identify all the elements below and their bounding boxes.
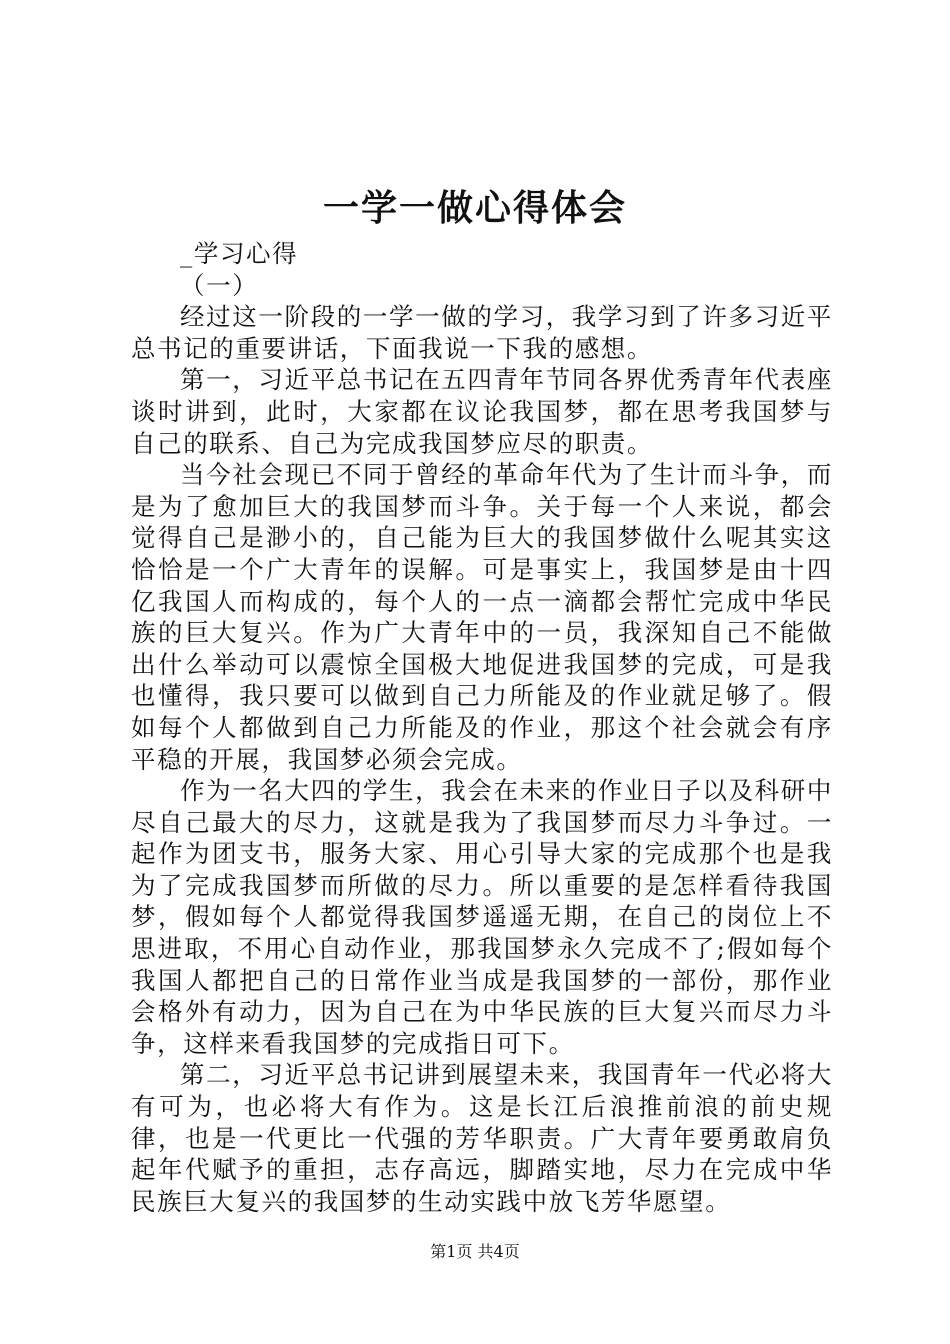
paragraph: 作为一名大四的学生，我会在未来的作业日子以及科研中尽自己最大的尽力，这就是我为了我国梦而尽力斗争过。一起作为团支书，服务大家、用心引导大家的完成那个也是我为了完成我国梦而所做的尽力。所以重要的是怎样看待我国梦，假如每个人都觉得我国梦遥遥无期，在自己的岗位上不思进取，不用心自动作业，那我国梦永久完成不了;假如每个我国人都把自己的日常作业当成是我国梦的一部份，那作业会格外有动力，因为自己在为中华民族的巨大复兴而尽力斗争，这样来看我国梦的完成指日可下。 (131, 776, 833, 1058)
paragraph: 第二，习近平总书记讲到展望未来，我国青年一代必将大有可为，也必将大有作为。这是长江后浪推前浪的前史规律，也是一代更比一代强的芳华职责。广大青年要勇敢肩负起年代赋予的重担，志存高远，脚踏实地，尽力在完成中华民族巨大复兴的我国梦的生动实践中放飞芳华愿望。 (131, 1060, 833, 1216)
paragraph: 当今社会现已不同于曾经的革命年代为了生计而斗争，而是为了愈加巨大的我国梦而斗争。关于每一个人来说，都会觉得自己是渺小的，自己能为巨大的我国梦做什么呢其实这恰恰是一个广大青年的误解。可是事实上，我国梦是由十四亿我国人而构成的，每个人的一点一滴都会帮忙完成中华民族的巨大复兴。作为广大青年中的一员，我深知自己不能做出什么举动可以震惊全国极大地促进我国梦的完成，可是我也懂得，我只要可以做到自己力所能及的作业就足够了。假如每个人都做到自己力所能及的作业，那这个社会就会有序平稳的开展，我国梦必须会完成。 (131, 460, 833, 774)
section-number: （一） (180, 270, 259, 300)
document-body (131, 238, 833, 1217)
paragraph: 第一，习近平总书记在五四青年节同各界优秀青年代表座谈时讲到，此时，大家都在议论我国梦，都在思考我国梦与自己的联系、自己为完成我国梦应尽的职责。 (131, 365, 833, 458)
document-subheading: _学习心得 (180, 239, 299, 268)
paragraph: 经过这一阶段的一学一做的学习，我学习到了许多习近平总书记的重要讲话，下面我说一下我的感想。 (131, 302, 833, 363)
document-title: 一学一做心得体会 (322, 187, 627, 229)
page-footer: 第1页 共4页 (430, 1242, 520, 1261)
